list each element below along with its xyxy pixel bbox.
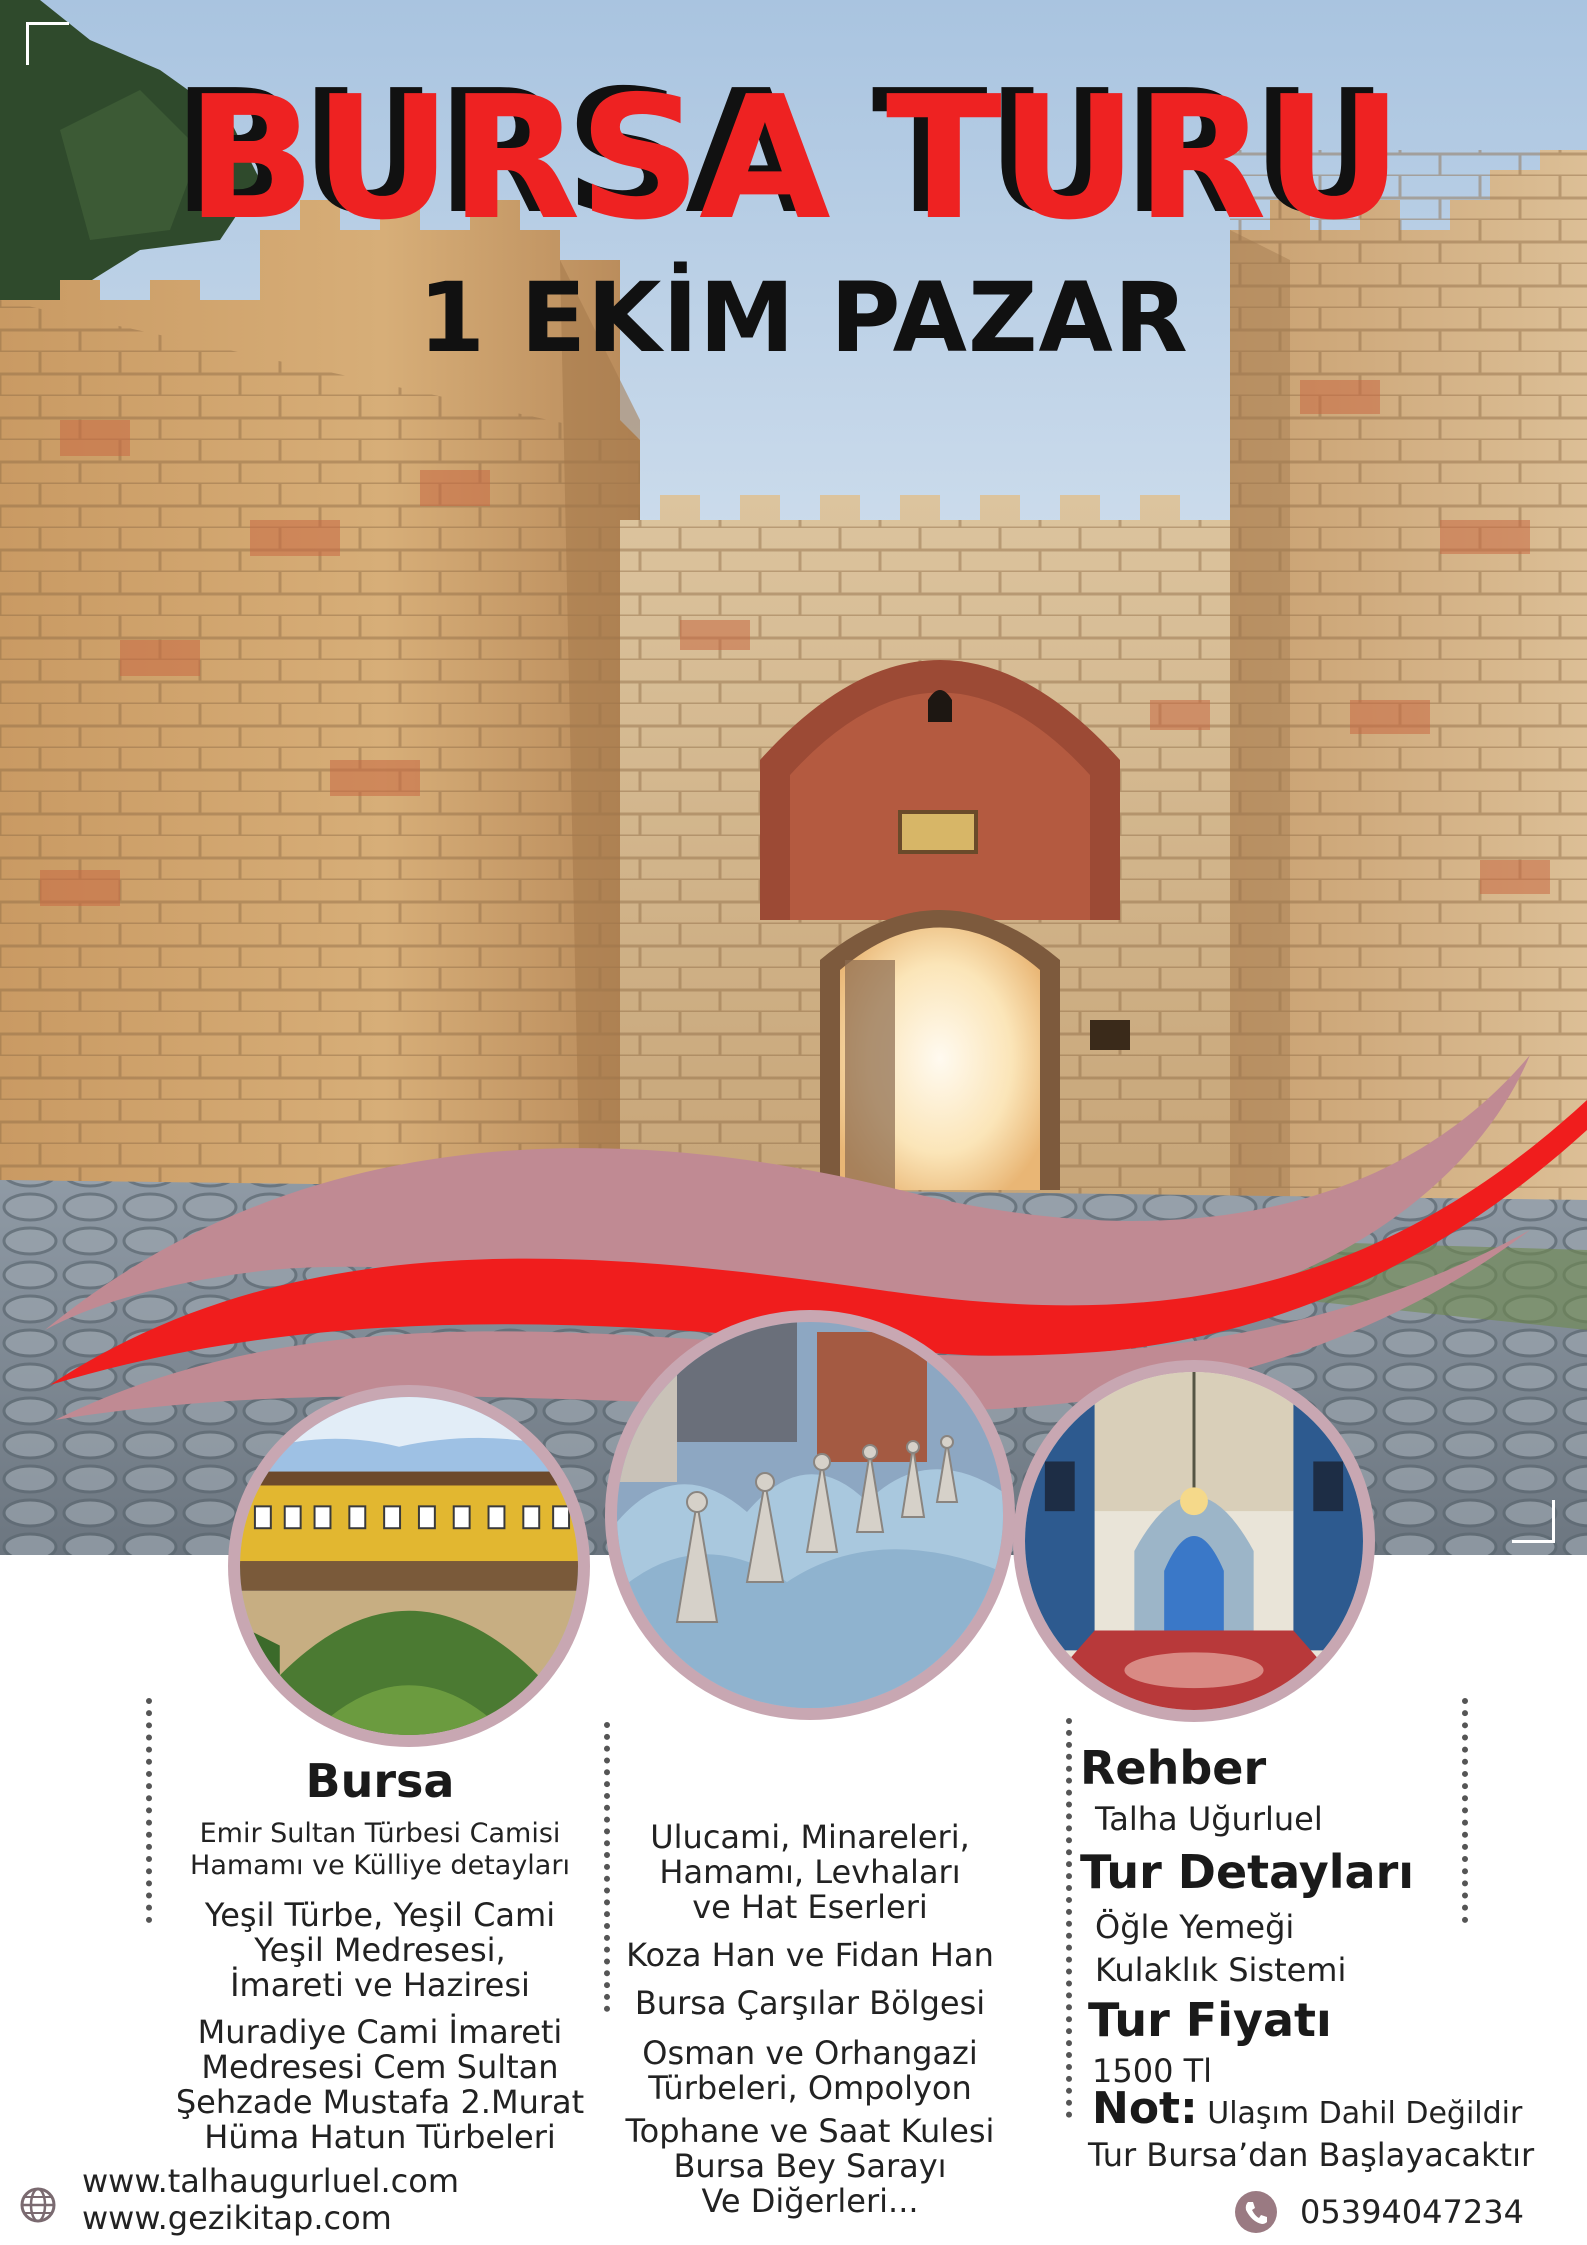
middle-item-5 — [610, 2114, 1010, 2219]
guide-heading: Rehber — [1080, 1741, 1267, 1795]
note-row — [1092, 2084, 1522, 2139]
left-item-1 — [170, 1818, 590, 1882]
left-item-2-line-1: Yeşil Türbe, Yeşil Cami — [204, 1896, 556, 1934]
left-item-1-line-1: Emir Sultan Türbesi Camisi — [199, 1818, 561, 1849]
middle-item-5-line-1: Tophane ve Saat Kulesi — [625, 2112, 995, 2150]
website-1[interactable]: www.talhaugurluel.com — [82, 2162, 459, 2200]
corner-frame-top-left — [26, 22, 69, 65]
tour-date: 1 EKİM PAZAR — [418, 262, 1189, 374]
left-item-1-line-2: Hamamı ve Külliye detayları — [190, 1850, 570, 1881]
left-item-3-line-1: Muradiye Cami İmareti — [197, 2013, 563, 2051]
divider-right — [1066, 1718, 1072, 2118]
divider-left — [146, 1698, 152, 1923]
phone-icon — [1234, 2190, 1278, 2234]
middle-item-1-line-3: ve Hat Eserleri — [692, 1888, 928, 1926]
left-item-3-line-2: Medresesi Cem Sultan — [201, 2048, 559, 2086]
left-item-3-line-3: Şehzade Mustafa 2.Murat — [175, 2083, 585, 2121]
photo-circle-mosque-interior — [1013, 1360, 1375, 1722]
middle-item-4-line-1: Osman ve Orhangazi — [642, 2034, 978, 2072]
middle-item-1-line-2: Hamamı, Levhaları — [659, 1853, 961, 1891]
tour-price: 1500 Tl — [1092, 2052, 1213, 2090]
detail-headset: Kulaklık Sistemi — [1095, 1951, 1347, 1989]
note-text: Ulaşım Dahil Değildir — [1207, 2096, 1523, 2131]
left-heading: Bursa — [305, 1754, 455, 1808]
poster-title: BURSA TURU — [186, 60, 1401, 258]
left-item-3-line-4: Hüma Hatun Türbeleri — [204, 2118, 556, 2156]
details-heading: Tur Detayları — [1080, 1845, 1415, 1899]
left-item-2-line-3: İmareti ve Haziresi — [230, 1966, 530, 2004]
phone-number[interactable]: 05394047234 — [1300, 2193, 1524, 2231]
note-label: Not: — [1092, 2083, 1198, 2134]
left-item-2 — [165, 1898, 595, 2003]
start-location: Tur Bursa’dan Başlayacaktır — [1088, 2136, 1535, 2174]
guide-name: Talha Uğurluel — [1095, 1800, 1323, 1838]
middle-item-2: Koza Han ve Fidan Han — [626, 1936, 994, 1974]
middle-item-5-line-2: Bursa Bey Sarayı — [673, 2147, 947, 2185]
left-item-3 — [165, 2015, 595, 2155]
middle-item-5-line-3: Ve Diğerleri... — [701, 2182, 919, 2220]
left-item-2-line-2: Yeşil Medresesi, — [254, 1931, 506, 1969]
middle-item-4-line-2: Türbeleri, Ompolyon — [648, 2069, 972, 2107]
globe-icon — [18, 2185, 58, 2225]
middle-item-1 — [610, 1820, 1010, 1925]
website-2[interactable]: www.gezikitap.com — [82, 2199, 392, 2237]
photo-circle-irgandi-bridge — [228, 1385, 590, 1747]
corner-frame-bottom-right — [1512, 1500, 1555, 1543]
middle-item-1-line-1: Ulucami, Minareleri, — [650, 1818, 970, 1856]
middle-item-3: Bursa Çarşılar Bölgesi — [634, 1984, 986, 2022]
photo-circle-domes — [605, 1310, 1015, 1720]
divider-far-right — [1462, 1698, 1468, 1923]
detail-lunch: Öğle Yemeği — [1095, 1908, 1295, 1946]
price-heading: Tur Fiyatı — [1088, 1993, 1332, 2047]
middle-item-4 — [610, 2036, 1010, 2106]
